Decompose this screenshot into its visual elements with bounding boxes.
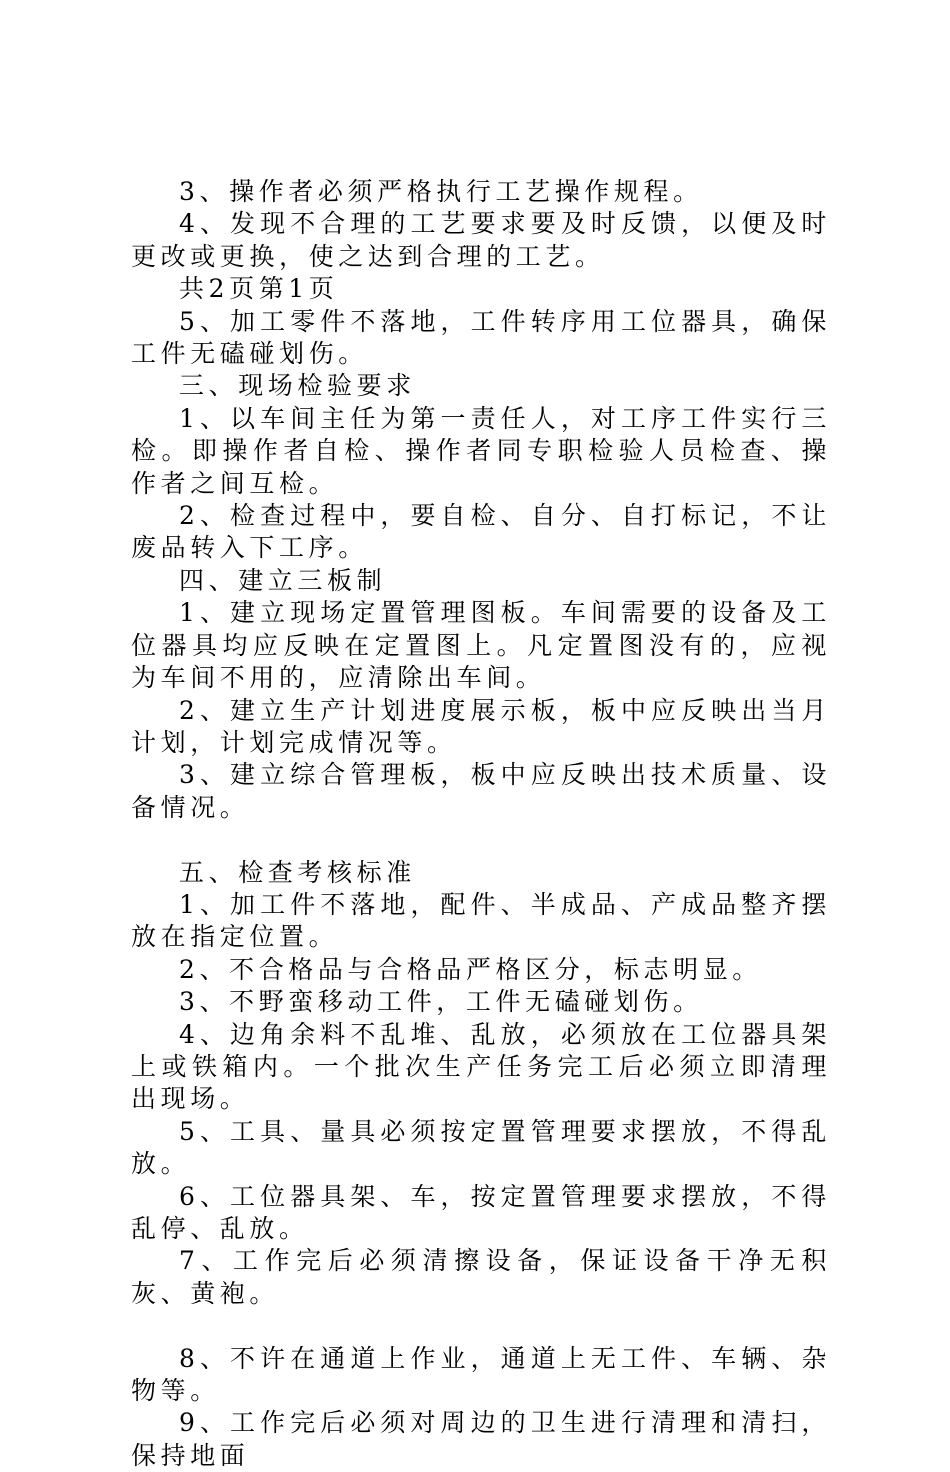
- paragraph-standards-9: 9、工作完后必须对周边的卫生进行清理和清扫，保持地面: [131, 1408, 831, 1470]
- paragraph-inspection-2: 2、检查过程中，要自检、自分、自打标记，不让废品转入下工序。: [131, 501, 831, 563]
- section-heading-boards: 四、建立三板制: [179, 565, 387, 595]
- paragraph-item-3: 3、操作者必须严格执行工艺操作规程。: [179, 177, 703, 206]
- paragraph-standards-5: 5、工具、量具必须按定置管理要求摆放，不得乱放。: [131, 1116, 831, 1179]
- paragraph-inspection-1: 1、以车间主任为第一责任人，对工序工件实行三检。即操作者自检、操作者同专职检验人员检查、操作者之间互检。: [131, 403, 831, 498]
- document-body: [131, 176, 831, 1472]
- section-heading-standards: 五、检查考核标准: [179, 857, 416, 887]
- section-heading-inspection: 三、现场检验要求: [179, 371, 416, 401]
- paragraph-boards-1: 1、建立现场定置管理图板。车间需要的设备及工位器具均应反映在定置图上。凡定置图没有的，应视为车间不用的，应清除出车间。: [131, 598, 831, 693]
- paragraph-standards-6: 6、工位器具架、车，按定置管理要求摆放，不得乱停、乱放。: [131, 1181, 831, 1243]
- paragraph-standards-4: 4、边角余料不乱堆、乱放，必须放在工位器具架上或铁箱内。一个批次生产任务完工后必须立即清理出现场。: [131, 1019, 831, 1114]
- paragraph-standards-1: 1、加工件不落地，配件、半成品、产成品整齐摆放在指定位置。: [131, 889, 831, 952]
- paragraph-boards-2: 2、建立生产计划进度展示板，板中应反映出当月计划，计划完成情况等。: [131, 695, 831, 757]
- paragraph-standards-8: 8、不许在通道上作业，通道上无工件、车辆、杂物等。: [131, 1343, 831, 1405]
- paragraph-standards-3: 3、不野蛮移动工件，工件无磕碰划伤。: [179, 987, 703, 1017]
- paragraph-item-4: 4、发现不合理的工艺要求要及时反馈，以便及时更改或更换，使之达到合理的工艺。: [131, 209, 831, 271]
- paragraph-boards-3: 3、建立综合管理板，板中应反映出技术质量、设备情况。: [131, 760, 831, 822]
- paragraph-item-5: 5、加工零件不落地，工件转序用工位器具，确保工件无磕碰划伤。: [131, 306, 831, 369]
- paragraph-standards-2: 2、不合格品与合格品严格区分，标志明显。: [179, 954, 762, 984]
- blank-line: [131, 1310, 831, 1342]
- page-number-text: 共2页第1页: [179, 274, 339, 304]
- paragraph-standards-7: 7、工作完后必须清擦设备，保证设备干净无积灰、黄袍。: [131, 1246, 831, 1308]
- blank-line: [131, 824, 831, 856]
